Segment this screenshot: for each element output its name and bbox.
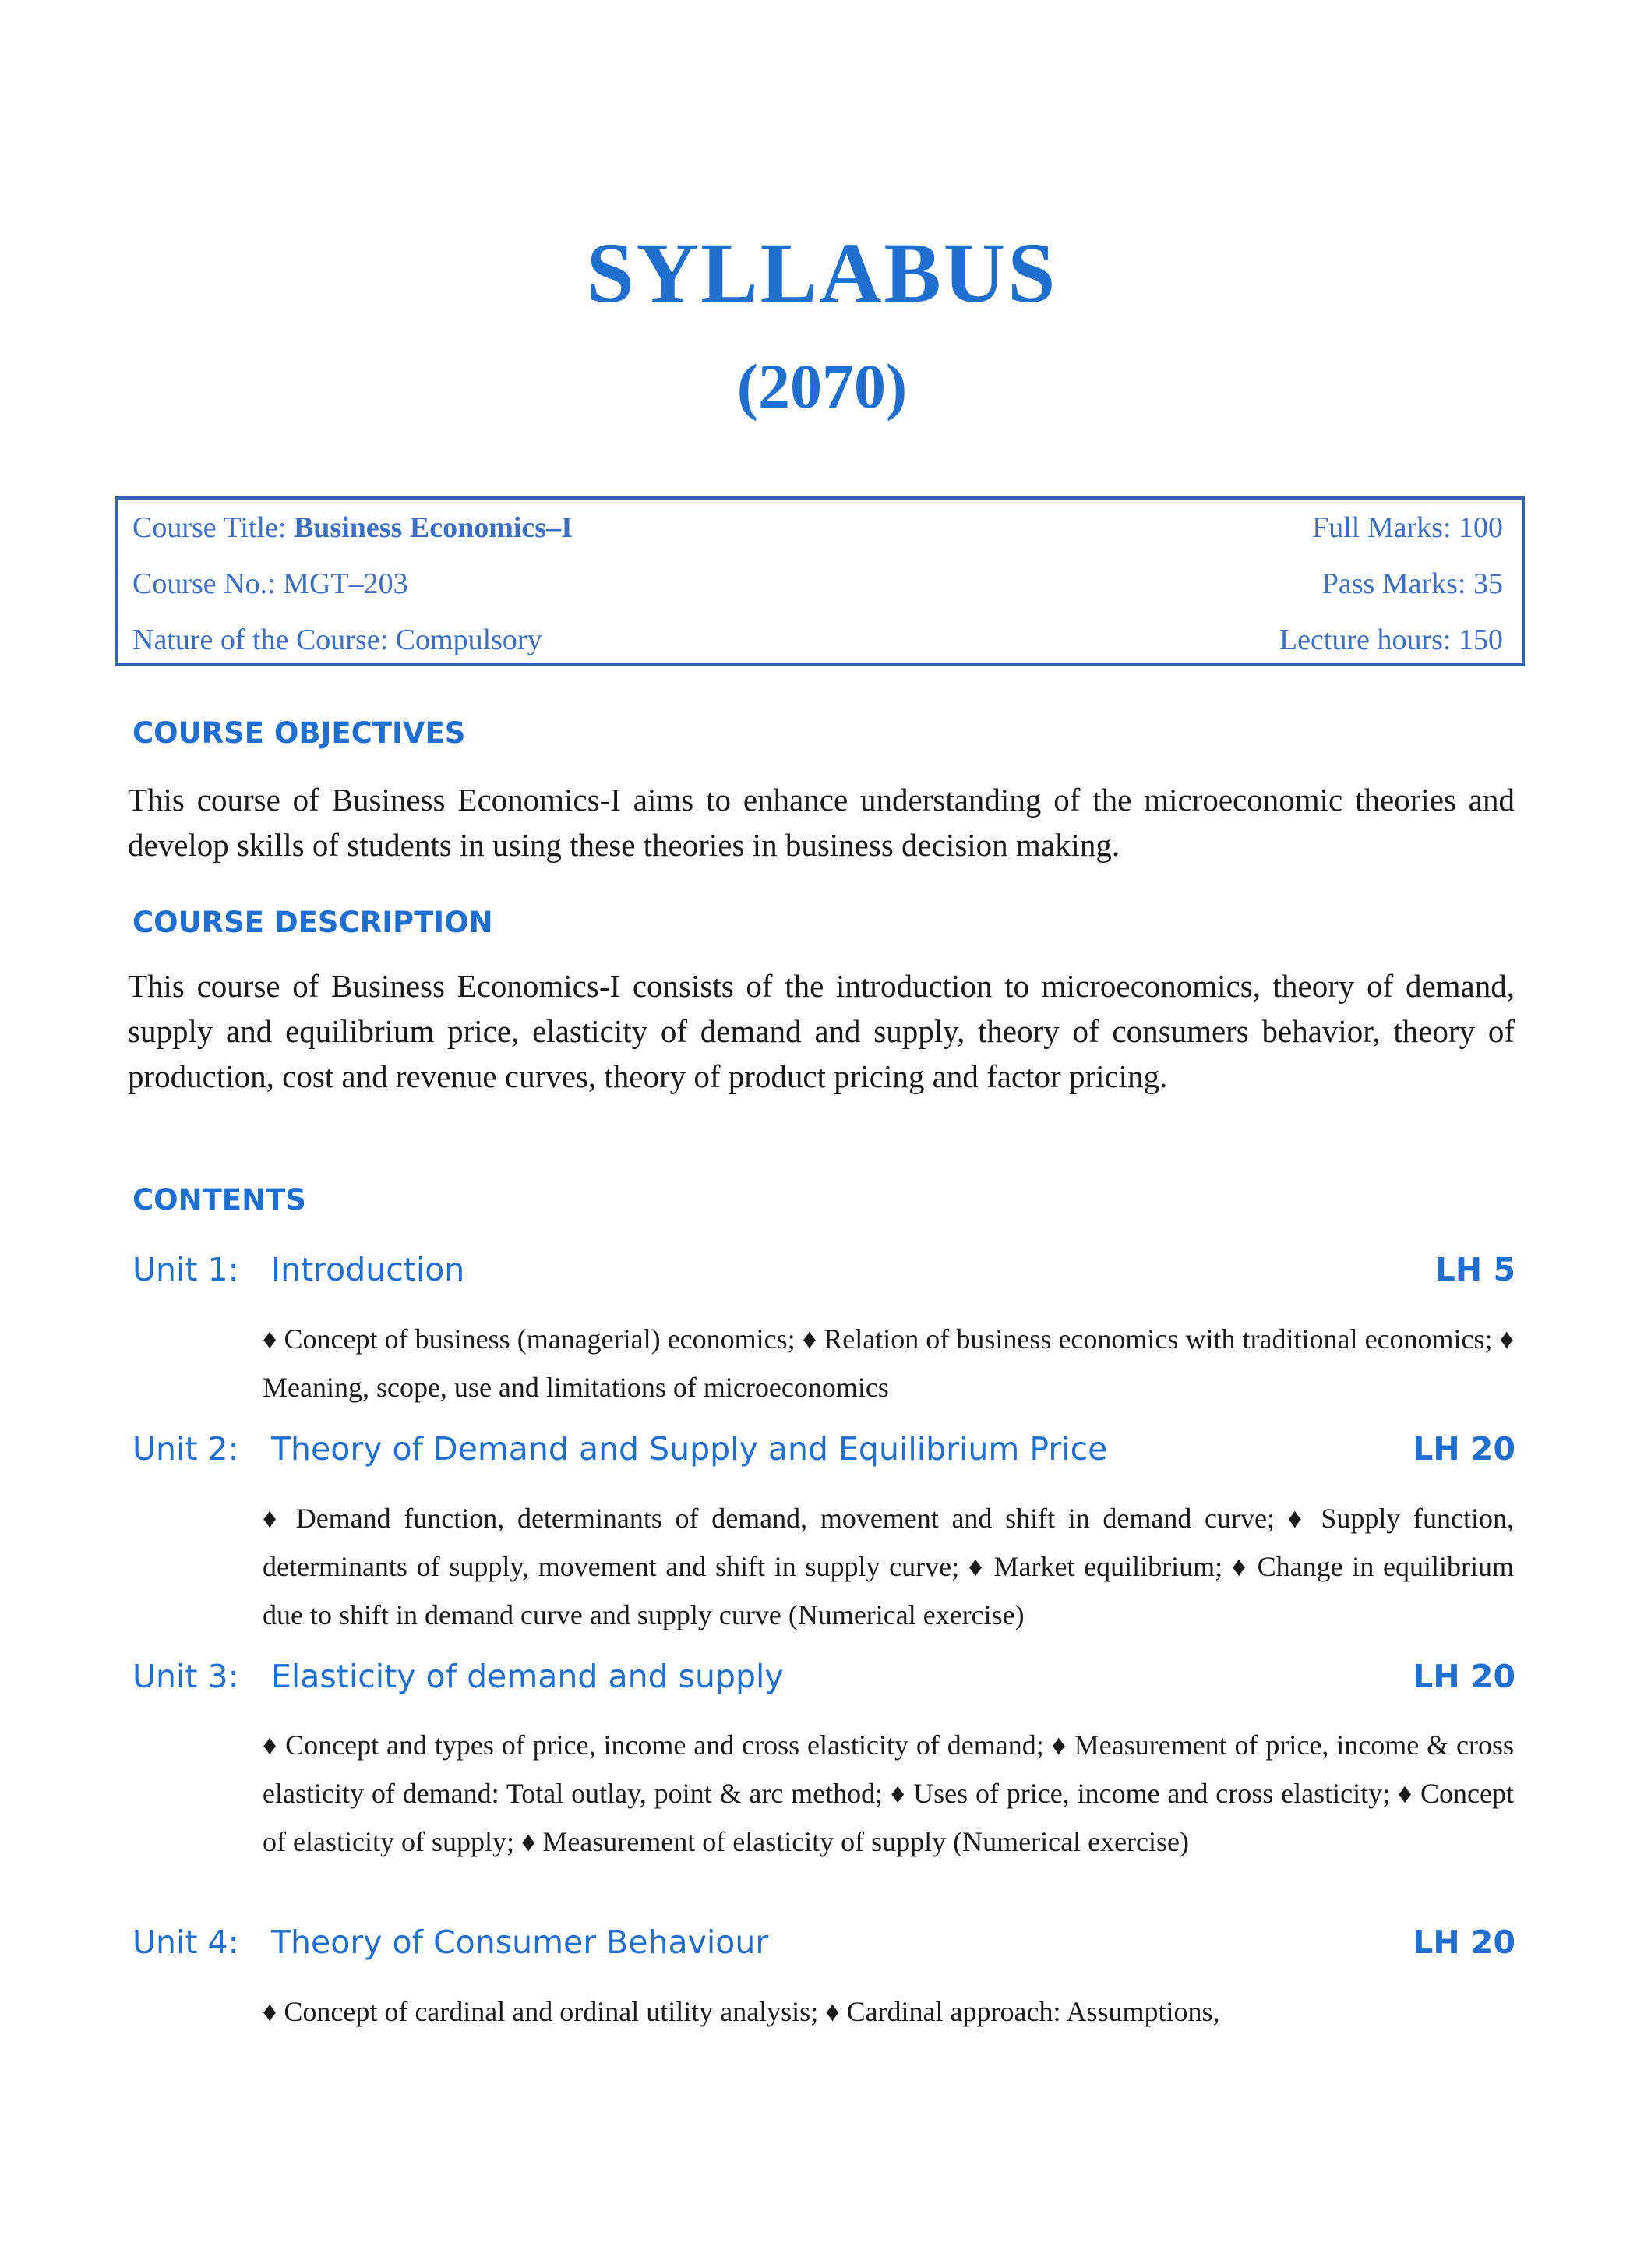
course-title bbox=[132, 510, 573, 545]
contents-heading: CONTENTS bbox=[132, 1183, 306, 1217]
unit-2-header bbox=[132, 1430, 1515, 1477]
course-info-box bbox=[115, 496, 1525, 666]
description-heading: COURSE DESCRIPTION bbox=[132, 906, 493, 939]
unit-number: Unit 1: bbox=[132, 1251, 239, 1288]
unit-title: Elasticity of demand and supply bbox=[271, 1658, 784, 1695]
unit-lecture-hours: LH 5 bbox=[1434, 1251, 1515, 1288]
unit-number: Unit 2: bbox=[132, 1430, 239, 1468]
unit-3-body: ♦ Concept and types of price, income and cross elasticity of demand; ♦ Measurement of price, income & cross elasticity of demand: Total outlay, point & arc method; ♦ Uses of price, income and cross elasticity; ♦ Concept of elasticity of supply; ♦ Measurement of elasticity of supply (Numerical exercise) bbox=[263, 1729, 1514, 1857]
lecture-hours: Lecture hours: 150 bbox=[1279, 624, 1503, 656]
full-marks: Full Marks: 100 bbox=[1312, 511, 1503, 544]
unit-number: Unit 4: bbox=[132, 1924, 239, 1961]
course-title-row bbox=[118, 510, 1522, 557]
unit-lecture-hours: LH 20 bbox=[1413, 1430, 1515, 1468]
course-title-label: Course Title: bbox=[132, 511, 294, 544]
unit-title: Theory of Consumer Behaviour bbox=[271, 1924, 769, 1961]
unit-3-header bbox=[132, 1658, 1515, 1705]
unit-number: Unit 3: bbox=[132, 1658, 239, 1695]
unit-lecture-hours: LH 20 bbox=[1413, 1658, 1515, 1695]
course-number: Course No.: MGT–203 bbox=[132, 567, 408, 600]
unit-4-body: ♦ Concept of cardinal and ordinal utility analysis; ♦ Cardinal approach: Assumptions, bbox=[263, 1996, 1220, 2027]
unit-title: Introduction bbox=[271, 1251, 465, 1288]
pass-marks: Pass Marks: 35 bbox=[1321, 567, 1503, 600]
objectives-heading: COURSE OBJECTIVES bbox=[132, 716, 466, 750]
objectives-text: This course of Business Economics-I aims to enhance understanding of the microeconomic theories and develop skills of students in using these theories in business decision making. bbox=[128, 782, 1515, 863]
course-nature: Nature of the Course: Compulsory bbox=[132, 624, 542, 656]
unit-2-body: ♦ Demand function, determinants of demand, movement and shift in demand curve; ♦ Supply function, determinants of supply, movement and shift in supply curve; ♦ Market equilibrium; ♦ Change in equilibrium due to shift in demand curve and supply curve (Numerical exercise) bbox=[263, 1503, 1514, 1630]
course-title-value: Business Economics–I bbox=[293, 511, 573, 544]
unit-1-header bbox=[132, 1251, 1515, 1298]
course-nature-row bbox=[118, 623, 1522, 669]
course-no-row bbox=[118, 567, 1522, 613]
description-text: This course of Business Economics-I consists of the introduction to microeconomics, theory of demand, supply and equilibrium price, elasticity of demand and supply, theory of consumers behavior, theory of production, cost and revenue curves, theory of product pricing and factor pricing. bbox=[128, 968, 1515, 1094]
unit-lecture-hours: LH 20 bbox=[1413, 1924, 1515, 1961]
unit-4-header bbox=[132, 1924, 1515, 1970]
unit-title: Theory of Demand and Supply and Equilibrium Price bbox=[271, 1430, 1108, 1468]
unit-1-body: ♦ Concept of business (managerial) economics; ♦ Relation of business economics with traditional economics; ♦ Meaning, scope, use and limitations of microeconomics bbox=[263, 1323, 1514, 1403]
syllabus-year: (2070) bbox=[736, 351, 908, 422]
page-title: SYLLABUS bbox=[586, 225, 1058, 320]
